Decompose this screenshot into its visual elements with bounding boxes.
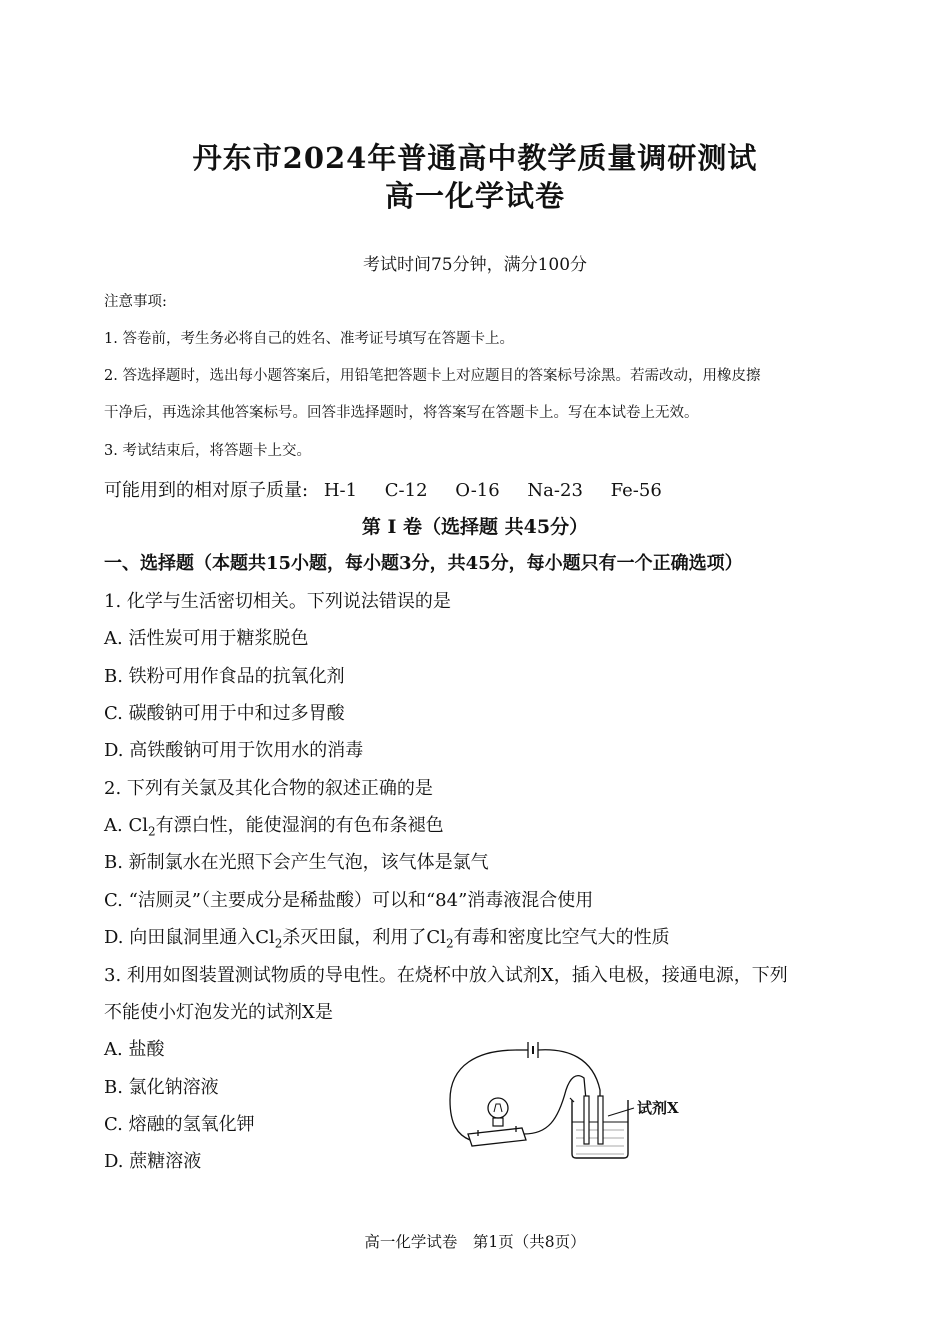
atomic-mass-c: C-12 bbox=[384, 480, 428, 501]
page-footer: 高一化学试卷 第1页（共8页） bbox=[364, 1233, 586, 1251]
note-item-1: 1. 答卷前，考生务必将自己的姓名、准考证号填写在答题卡上。 bbox=[104, 331, 514, 347]
q1-option-d: D. 高铁酸钠可用于饮用水的消毒 bbox=[104, 740, 364, 761]
q3-option-c: C. 熔融的氢氧化钾 bbox=[104, 1114, 255, 1135]
note-item-3: 3. 考试结束后，将答题卡上交。 bbox=[104, 443, 311, 459]
q2-d-post: 有毒和密度比空气大的性质 bbox=[453, 927, 670, 948]
atomic-mass-o: O-16 bbox=[455, 480, 500, 501]
q1-stem: 1. 化学与生活密切相关。下列说法错误的是 bbox=[104, 591, 451, 612]
section-part-1: 一、选择题（本题共15小题，每小题3分，共45分，每小题只有一个正确选项） bbox=[104, 553, 743, 574]
q2-option-b: B. 新制氯水在光照下会产生气泡，该气体是氯气 bbox=[104, 852, 489, 873]
figure-label-reagent-x: 试剂X bbox=[637, 1099, 679, 1117]
q2-a-pre: A. Cl bbox=[104, 815, 148, 836]
q2-d-sub2: 2 bbox=[445, 936, 454, 951]
electrode-left bbox=[584, 1096, 589, 1144]
note-item-2-cont: 干净后，再选涂其他答案标号。回答非选择题时，将答案写在答题卡上。写在本试卷上无效。 bbox=[104, 405, 699, 421]
wire-base-to-electrode bbox=[524, 1076, 586, 1134]
electrode-right bbox=[598, 1096, 603, 1144]
q2-d-sub1: 2 bbox=[274, 936, 283, 951]
atomic-mass-na: Na-23 bbox=[527, 480, 583, 501]
q3-stem: 3. 利用如图装置测试物质的导电性。在烧杯中放入试剂X，插入电极，接通电源，下列 bbox=[104, 965, 788, 986]
bulb-glass bbox=[488, 1098, 508, 1118]
q1-option-c: C. 碳酸钠可用于中和过多胃酸 bbox=[104, 703, 345, 724]
atomic-mass-fe: Fe-56 bbox=[610, 480, 662, 501]
atomic-mass-line bbox=[104, 476, 684, 502]
q2-d-pre: D. 向田鼠洞里通入Cl bbox=[104, 927, 275, 948]
q2-a-sub: 2 bbox=[147, 824, 156, 839]
atomic-mass-label: 可能用到的相对原子质量: bbox=[104, 480, 309, 501]
q3-stem-cont: 不能使小灯泡发光的试剂X是 bbox=[104, 1002, 333, 1023]
q2-option-a bbox=[104, 811, 444, 839]
q2-d-mid: 杀灭田鼠，利用了Cl bbox=[282, 927, 446, 948]
q2-a-post: 有漂白性，能使湿润的有色布条褪色 bbox=[155, 815, 444, 836]
q3-option-b: B. 氯化钠溶液 bbox=[104, 1077, 219, 1098]
q2-option-d bbox=[104, 923, 670, 951]
q1-option-b: B. 铁粉可用作食品的抗氧化剂 bbox=[104, 666, 345, 687]
bulb-base-board bbox=[468, 1128, 526, 1146]
atomic-mass-h: H-1 bbox=[323, 480, 358, 501]
note-item-2: 2. 答选择题时，选出每小题答案后，用铅笔把答题卡上对应题目的答案标号涂黑。若需改动，用橡皮擦 bbox=[104, 368, 761, 384]
wire-right bbox=[538, 1050, 600, 1105]
bulb-socket bbox=[493, 1118, 503, 1126]
exam-title: 丹东市2024年普通高中教学质量调研测试 bbox=[192, 141, 758, 175]
q3-option-d: D. 蔗糖溶液 bbox=[104, 1151, 202, 1172]
q2-stem: 2. 下列有关氯及其化合物的叙述正确的是 bbox=[104, 778, 433, 799]
label-pointer bbox=[608, 1108, 634, 1116]
wire-left bbox=[450, 1050, 516, 1140]
exam-time: 考试时间75分钟，满分100分 bbox=[362, 255, 588, 275]
exam-subtitle: 高一化学试卷 bbox=[384, 179, 565, 213]
q1-option-a: A. 活性炭可用于糖浆脱色 bbox=[104, 628, 309, 649]
notes-heading: 注意事项: bbox=[104, 294, 167, 310]
q3-option-a: A. 盐酸 bbox=[104, 1039, 165, 1060]
q2-option-c: C. “洁厕灵”（主要成分是稀盐酸）可以和“84”消毒液混合使用 bbox=[104, 890, 594, 911]
bulb-filament bbox=[494, 1104, 502, 1112]
section-title: 第 Ⅰ 卷（选择题 共45分） bbox=[361, 516, 589, 538]
